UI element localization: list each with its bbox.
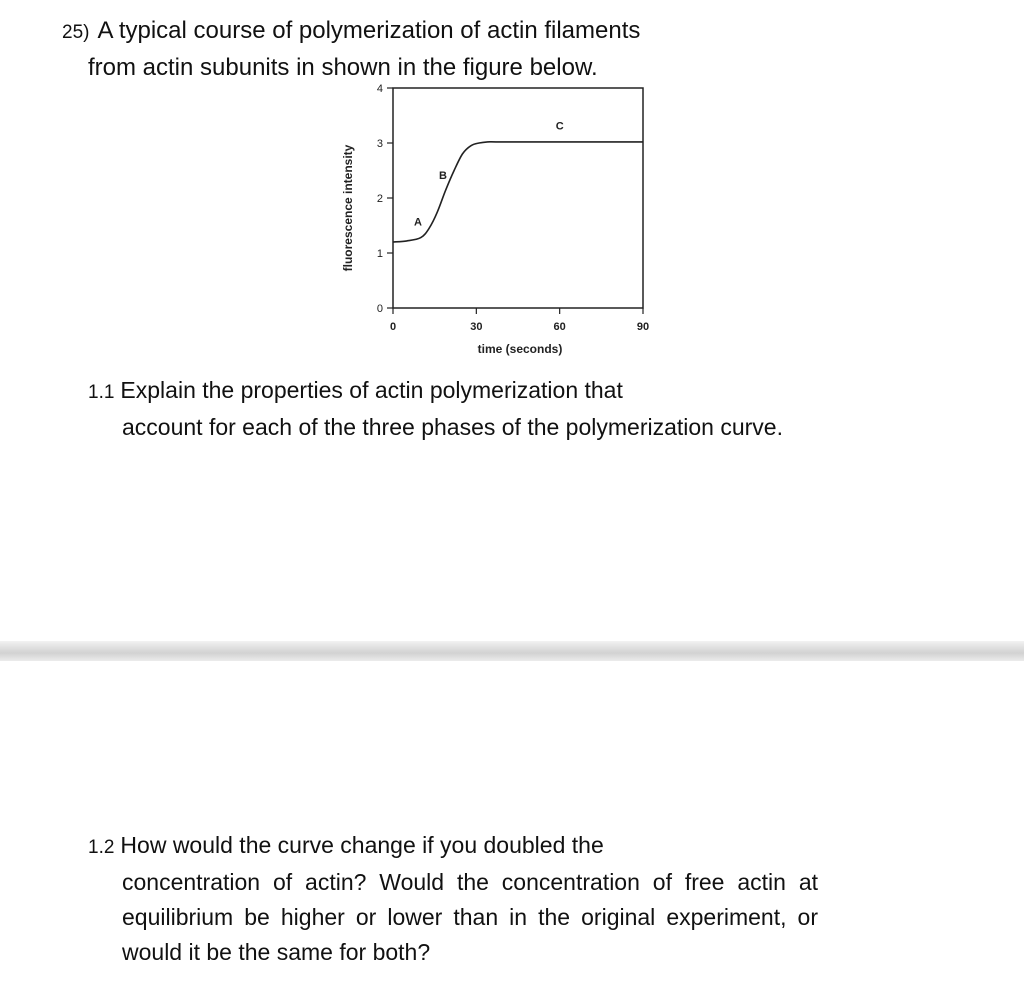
sub-question-1-1-number: 1.1 <box>88 382 115 403</box>
y-tick-label: 2 <box>376 193 383 205</box>
y-tick-label: 3 <box>376 138 383 150</box>
x-tick-label: 90 <box>636 321 650 333</box>
x-axis-label: time (seconds) <box>477 342 563 356</box>
y-tick-label: 4 <box>376 83 383 95</box>
y-axis-label: fluorescence intensity <box>341 144 355 272</box>
question-line-2: from actin subunits in shown in the figure below. <box>88 54 598 81</box>
x-tick-label: 30 <box>470 321 483 333</box>
sub-question-1-1 <box>88 373 818 445</box>
sub-question-1-2 <box>88 828 818 970</box>
page-divider <box>0 641 1024 661</box>
question-line-1: A typical course of polymerization of actin filaments <box>97 17 641 44</box>
phase-label-b: B <box>439 169 447 182</box>
x-tick-label: 0 <box>389 321 397 333</box>
sub-question-1-2-number: 1.2 <box>88 837 115 858</box>
question-header <box>62 13 962 85</box>
phase-label-a: A <box>414 216 422 229</box>
sub-question-1-2-first-line: How would the curve change if you doubled the <box>120 832 604 858</box>
sub-question-1-2-text: concentration of actin? Would the concentration of free actin at equilibrium be higher or lower than in the original experiment, or would it be the same for both? <box>122 869 818 965</box>
y-tick-label: 1 <box>376 248 383 260</box>
series-line-0 <box>393 142 643 242</box>
phase-label-c: C <box>555 120 564 133</box>
y-tick-label: 0 <box>376 303 383 315</box>
polymerization-chart <box>330 78 670 368</box>
x-tick-label: 60 <box>553 321 566 333</box>
question-number: 25) <box>62 22 90 43</box>
sub-question-1-1-text: account for each of the three phases of the polymerization curve. <box>122 414 783 440</box>
sub-question-1-1-first-line: Explain the properties of actin polymerization that <box>120 377 623 403</box>
plot-frame <box>393 88 643 308</box>
